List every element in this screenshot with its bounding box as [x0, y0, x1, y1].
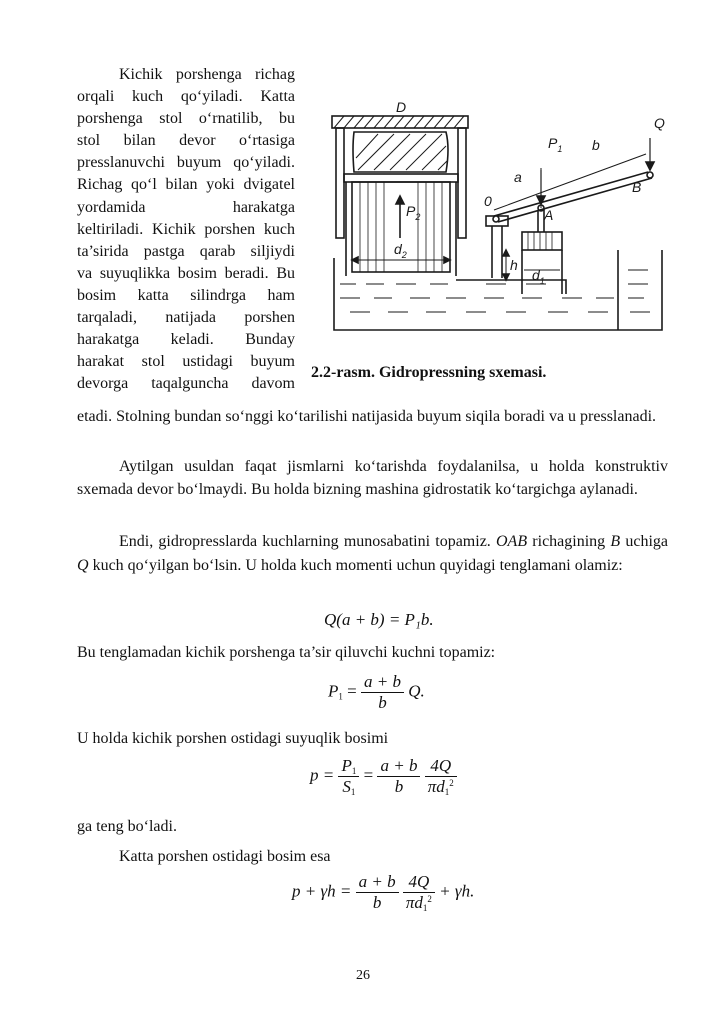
- text-line: harakat stol ustidagi buyum: [77, 353, 295, 371]
- text-line: tarqaladi, natijada porshen: [77, 309, 295, 327]
- paragraph-3: Endi, gidropresslarda kuchlarning munosabatini topamiz. OAB richagining B uchiga Q kuch qo‘yilgan bo‘lsin. U holda kuch momenti uchun quyidagi tenglamani olamiz:: [77, 533, 668, 574]
- paragraph-4: Bu tenglamadan kichik porshenga ta’sir qiluvchi kuchni topamiz:: [77, 644, 496, 661]
- label-P2: $P_2$: [406, 203, 421, 222]
- label-A: A: [544, 207, 554, 223]
- label-d2: $d_2$: [394, 241, 407, 260]
- text-line: porshenga stol o‘rnatilib, bu: [77, 110, 295, 128]
- text-line: Kichik porshenga richag: [119, 66, 295, 83]
- equation-3: p = $\frac{P_1}{S_1}$ = $\frac{a + b}{b}$ $\frac{4Q}{\pi d_1^2}$: [310, 756, 457, 797]
- paragraph-5: U holda kichik porshen ostidagi suyuqlik bosimi: [77, 730, 389, 747]
- text-line: Richag qo‘l bilan yoki dvigatel: [77, 176, 295, 194]
- paragraph-2: Aytilgan usuldan faqat jismlarni ko‘tarishda foydalanilsa, u holda konstruktiv sxemada devor bo‘lmaydi. Bu holda bizning mashina gidrostatik ko‘targichga aylanadi.: [77, 458, 668, 498]
- text-line: stol bilan devor o‘rtasiga: [77, 132, 295, 150]
- label-b: b: [592, 137, 600, 153]
- paragraph-continuation: etadi. Stolning bundan so‘nggi ko‘tarilishi natijasida buyum siqila boradi va u presslanadi.: [77, 408, 657, 425]
- figure-caption: 2.2-rasm. Gidropressning sxemasi.: [311, 364, 547, 381]
- label-h: h: [510, 257, 518, 273]
- label-P1: $P_1$: [548, 135, 563, 154]
- text-line: keltiriladi. Kichik porshen kuch: [77, 220, 295, 238]
- label-B: B: [632, 179, 642, 195]
- label-O: 0: [484, 193, 492, 209]
- text-line: yordamida harakatga: [77, 198, 295, 216]
- equation-2: $P_1$ = $\frac{a + b}{b}$ Q.: [328, 672, 425, 712]
- paragraph-6: ga teng bo‘ladi.: [77, 818, 177, 835]
- text-line: ta’sirida pastga qarab siljiydi: [77, 242, 295, 260]
- label-Q: Q: [654, 115, 665, 131]
- label-a: a: [514, 169, 522, 185]
- text-line: va suyuqlikka bosim beradi. Bu: [77, 264, 295, 282]
- equation-4: p + γh = $\frac{a + b}{b}$ $\frac{4Q}{\pi d_1^2}$ + γh.: [292, 872, 475, 913]
- text-line: presslanuvchi buyum qo‘yiladi.: [77, 154, 295, 172]
- equation-1: Q(a + b) = P₁b.: [324, 610, 434, 629]
- text-line: harakatga keladi. Bunday: [77, 331, 295, 349]
- text-line: orqali kuch qo‘yiladi. Katta: [77, 88, 295, 106]
- text-line: devorga taqalguncha davom: [77, 375, 295, 393]
- page-number: 26: [356, 968, 370, 983]
- intro-column: [77, 64, 295, 395]
- label-d1: $d_1$: [532, 267, 545, 286]
- label-D: D: [396, 99, 407, 115]
- text-line: bosim katta silindrga ham: [77, 286, 295, 304]
- paragraph-7: Katta porshen ostidagi bosim esa: [119, 848, 331, 865]
- hydraulic-press-diagram: [326, 98, 670, 338]
